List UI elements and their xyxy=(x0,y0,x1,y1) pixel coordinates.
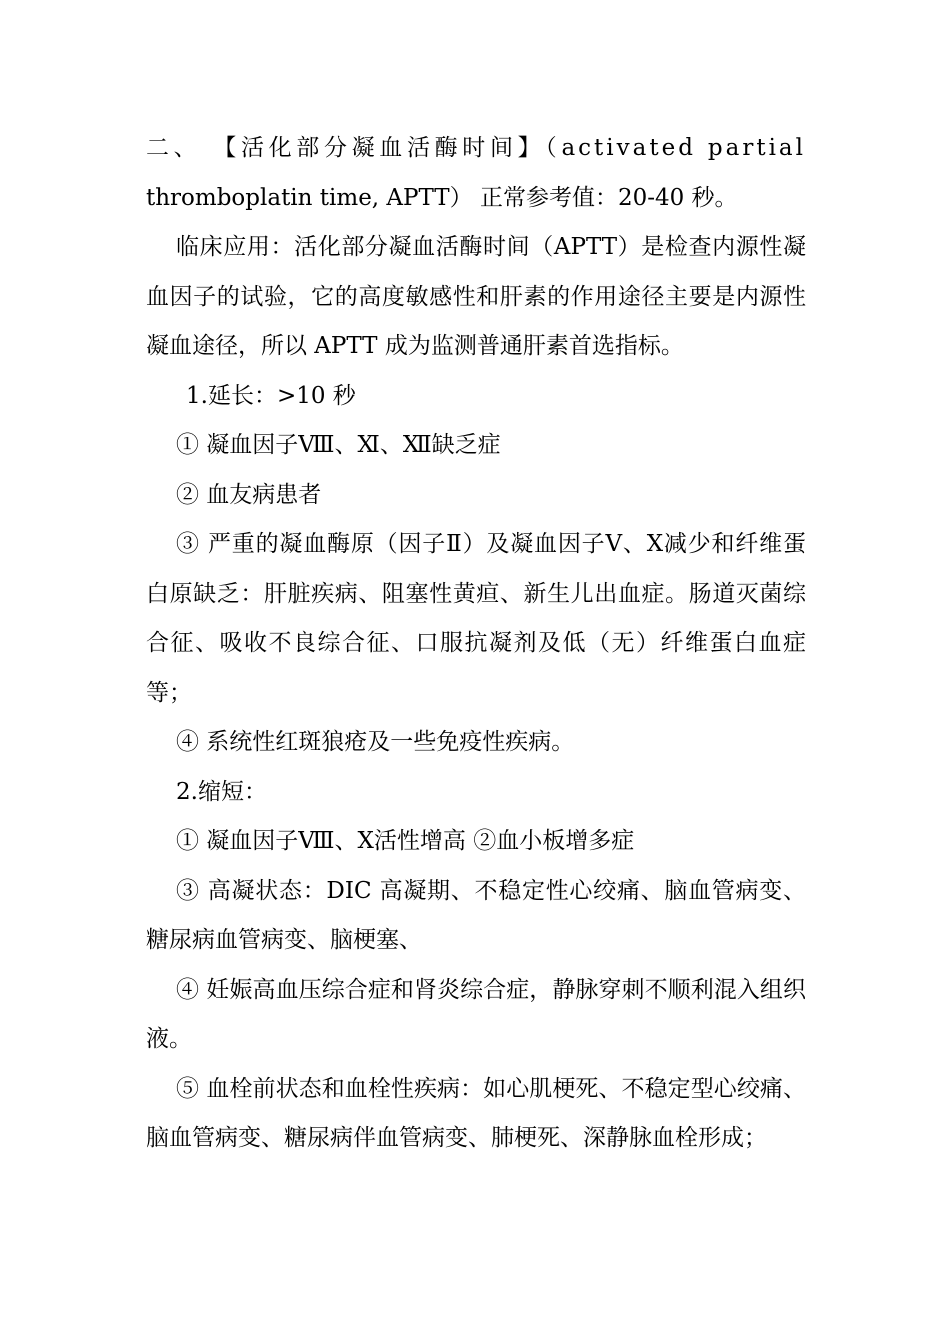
heading-line-1: 二、 【活化部分凝血活酶时间】（activated partial xyxy=(146,135,806,161)
prolong-item-1: ① 凝血因子Ⅷ、Ⅺ、Ⅻ缺乏症 xyxy=(176,432,501,458)
shorten-item-3: ④ 妊娠高血压综合症和肾炎综合症，静脉穿刺不顺利混入组织液。 xyxy=(146,976,806,1052)
clinical-application-paragraph: 临床应用：活化部分凝血活酶时间（APTT）是检查内源性凝血因子的试验，它的高度敏感性和肝素的作用途径主要是内源性凝血途径，所以 APTT 成为监测普通肝素首选指标。 xyxy=(146,234,806,359)
heading-line-2: thromboplatin time, APTT） 正常参考值：20-40 秒。 xyxy=(146,184,738,211)
shorten-heading: 2.缩短： xyxy=(176,778,267,805)
prolong-item-4: ④ 系统性红斑狼疮及一些免疫性疾病。 xyxy=(176,729,575,755)
shorten-item-4: ⑤ 血栓前状态和血栓性疾病：如心肌梗死、不稳定型心绞痛、脑血管病变、糖尿病伴血管病变、肺梗死、深静脉血栓形成； xyxy=(146,1075,806,1151)
prolong-item-3: ③ 严重的凝血酶原（因子Ⅱ）及凝血因子Ⅴ、Ⅹ减少和纤维蛋白原缺乏：肝脏疾病、阻塞性黄疸、新生儿出血症。肠道灭菌综合征、吸收不良综合征、口服抗凝剂及低（无）纤维蛋白血症等； xyxy=(146,531,806,706)
prolong-heading: 1.延长：>10 秒 xyxy=(186,382,356,409)
shorten-item-1: ① 凝血因子Ⅷ、Ⅹ活性增高 ②血小板增多症 xyxy=(176,828,635,854)
prolong-item-2: ② 血友病患者 xyxy=(176,481,322,508)
document-body xyxy=(146,124,806,1164)
shorten-item-2: ③ 高凝状态：DIC 高凝期、不稳定性心绞痛、脑血管病变、糖尿病血管病变、脑梗塞、 xyxy=(146,877,806,953)
